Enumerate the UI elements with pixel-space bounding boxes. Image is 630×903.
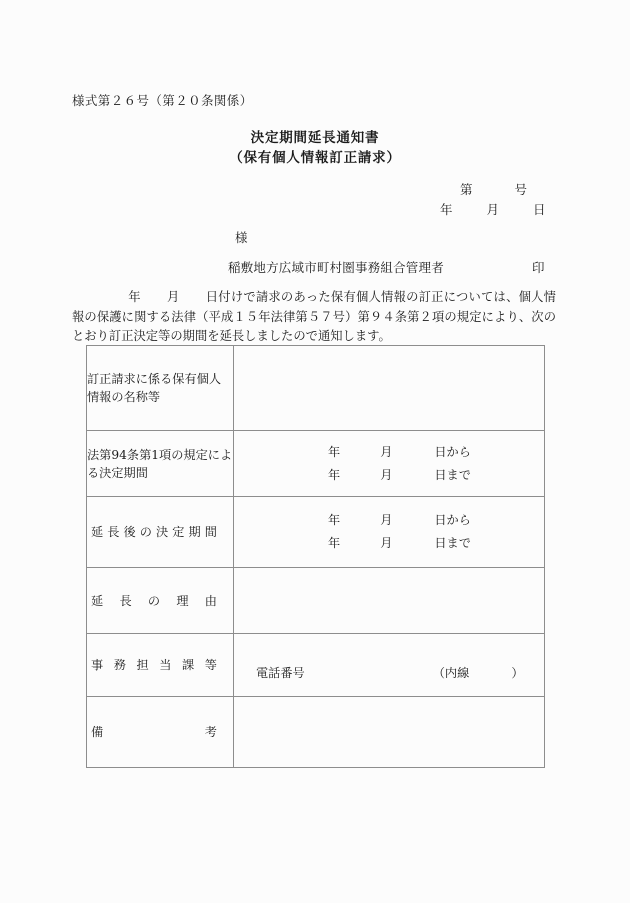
issue-date-year-label: 年: [440, 202, 453, 217]
row-label-text: 延長後の決定期間: [91, 525, 217, 539]
body-date-year-label: 年: [128, 290, 141, 304]
day-from-label: 日から: [434, 513, 471, 527]
row-label-text: 法第94条第1項の規定による決定期間: [87, 447, 233, 480]
issue-date-month-label: 月: [486, 202, 499, 217]
body-date-month-label: 月: [166, 290, 180, 304]
row-label-statutory-period: [87, 431, 234, 497]
table-row: [87, 431, 545, 497]
contact-info-line: [234, 642, 544, 688]
page-title: 決定期間延長通知書: [250, 130, 380, 146]
month-label: 月: [380, 467, 393, 482]
statutory-period-from-line: [328, 441, 544, 464]
extension-close-paren: ）: [511, 666, 524, 680]
year-label: 年: [328, 467, 341, 482]
body-paragraph: [72, 288, 556, 347]
issue-date-line: [440, 200, 545, 218]
number-suffix-label: 号: [514, 182, 527, 197]
day-to-label: 日まで: [434, 467, 471, 482]
issue-date-day-label: 日: [532, 202, 546, 217]
row-label-remarks: [87, 697, 234, 768]
month-label: 月: [380, 444, 393, 459]
year-label: 年: [328, 444, 341, 459]
form-number: 様式第２６号（第２０条関係）: [72, 93, 253, 108]
statutory-period-to-line: [328, 464, 544, 487]
row-value-extended-period[interactable]: [234, 497, 545, 568]
number-prefix-label: 第: [460, 182, 473, 197]
table-row: [87, 568, 545, 634]
seal-icon: 印: [532, 260, 545, 275]
day-to-label: 日まで: [434, 536, 471, 550]
row-label-text: 備考: [91, 725, 217, 739]
month-label: 月: [380, 513, 393, 527]
row-value-responsible-section[interactable]: [234, 634, 545, 697]
day-from-label: 日から: [434, 444, 471, 459]
row-value-extension-reason[interactable]: [234, 568, 545, 634]
notification-detail-table: [86, 345, 545, 768]
row-label-extension-reason: [87, 568, 234, 634]
row-value-statutory-period[interactable]: [234, 431, 545, 497]
page-subtitle: （保有個人情報訂正請求）: [229, 150, 401, 166]
row-label-extended-period: [87, 497, 234, 568]
body-paragraph-text: 日付けで請求のあった保有個人情報の訂正については、個人情報の保護に関する法律（平成１５年法律第５７号）第９４条第２項の規定により、次のとおり訂正決定等の期間を延長しましたので通知します。: [72, 290, 556, 343]
row-label-text: 延長の理由: [91, 593, 217, 608]
extension-open-paren: （内線: [432, 666, 470, 680]
table-row: [87, 346, 545, 431]
table-row: [87, 497, 545, 568]
month-label: 月: [380, 536, 393, 550]
year-label: 年: [328, 513, 341, 527]
document-title-block: [0, 128, 630, 168]
row-label-text: 事務担当課等: [91, 658, 217, 672]
row-label-text: 訂正請求に係る保有個人情報の名称等: [87, 372, 222, 404]
extended-period-to-line: [328, 532, 544, 555]
addressee-honorific: 様: [235, 230, 248, 245]
row-value-target-information-name[interactable]: [234, 346, 545, 431]
table-row: [87, 697, 545, 768]
statutory-period-dates: [234, 441, 544, 487]
row-label-target-information-name: [87, 346, 234, 431]
year-label: 年: [328, 536, 341, 550]
row-label-responsible-section: [87, 634, 234, 697]
table-row: [87, 634, 545, 697]
extended-period-dates: [234, 509, 544, 555]
extended-period-from-line: [328, 509, 544, 532]
issuer-name: 稲敷地方広域市町村圏事務組合管理者: [228, 260, 444, 275]
phone-number-label: 電話番号: [256, 666, 305, 680]
row-value-remarks[interactable]: [234, 697, 545, 768]
document-number-line: [460, 180, 527, 198]
